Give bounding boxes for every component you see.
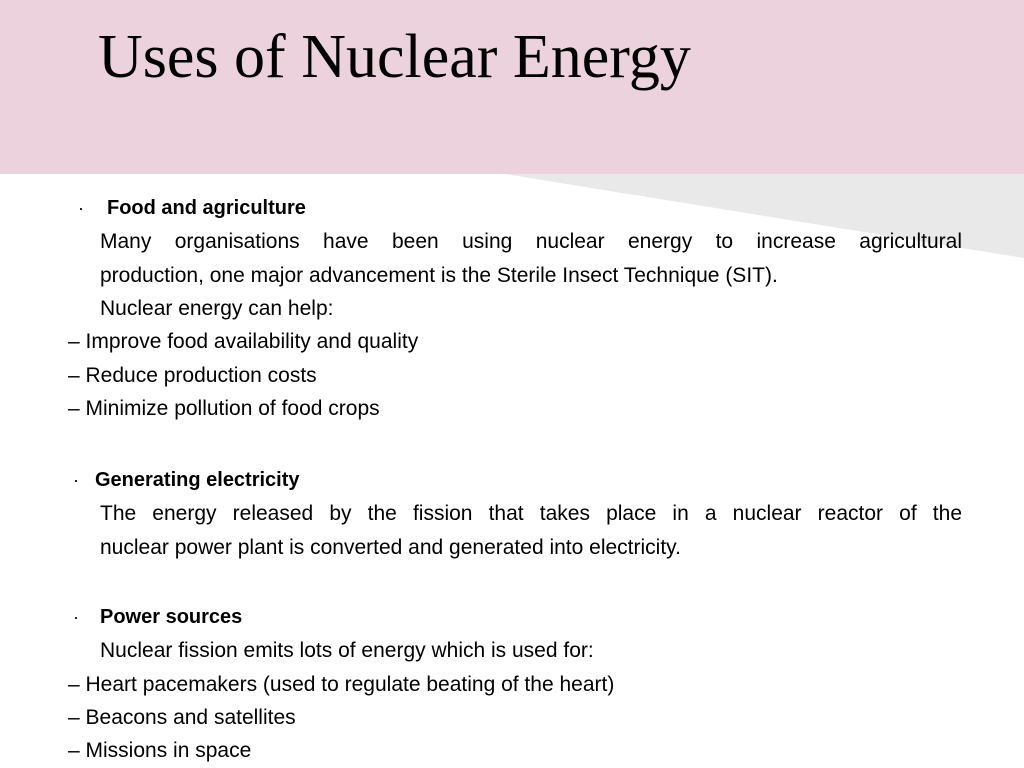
electricity-paragraph-line-1: The energy released by the fission that takes place in a nuclear reactor of the — [100, 502, 962, 525]
food-intro: Nuclear energy can help: — [100, 297, 334, 320]
food-list-item: – Minimize pollution of food crops — [68, 397, 380, 420]
power-list-item: – Missions in space — [68, 739, 252, 762]
food-paragraph-line-2: production, one major advancement is the Sterile Insect Technique (SIT). — [100, 264, 778, 287]
heading-power-sources: Power sources — [100, 606, 243, 628]
electricity-paragraph-line-2: nuclear power plant is converted and generated into electricity. — [100, 536, 681, 559]
bullet-power: · — [73, 607, 79, 627]
food-list-item: – Reduce production costs — [68, 364, 317, 387]
heading-generating-electricity: Generating electricity — [95, 469, 300, 491]
power-intro: Nuclear fission emits lots of energy which is used for: — [100, 639, 594, 662]
power-list-item: – Heart pacemakers (used to regulate beating of the heart) — [68, 673, 615, 696]
power-list-item: – Beacons and satellites — [68, 706, 296, 729]
bullet-electricity: · — [73, 470, 79, 490]
heading-food-agriculture: Food and agriculture — [107, 197, 306, 219]
bullet-food: · — [78, 198, 84, 218]
page-title: Uses of Nuclear Energy — [98, 23, 691, 91]
food-list-item: – Improve food availability and quality — [68, 330, 419, 353]
food-paragraph-line-1: Many organisations have been using nuclear energy to increase agricultural — [100, 230, 962, 253]
